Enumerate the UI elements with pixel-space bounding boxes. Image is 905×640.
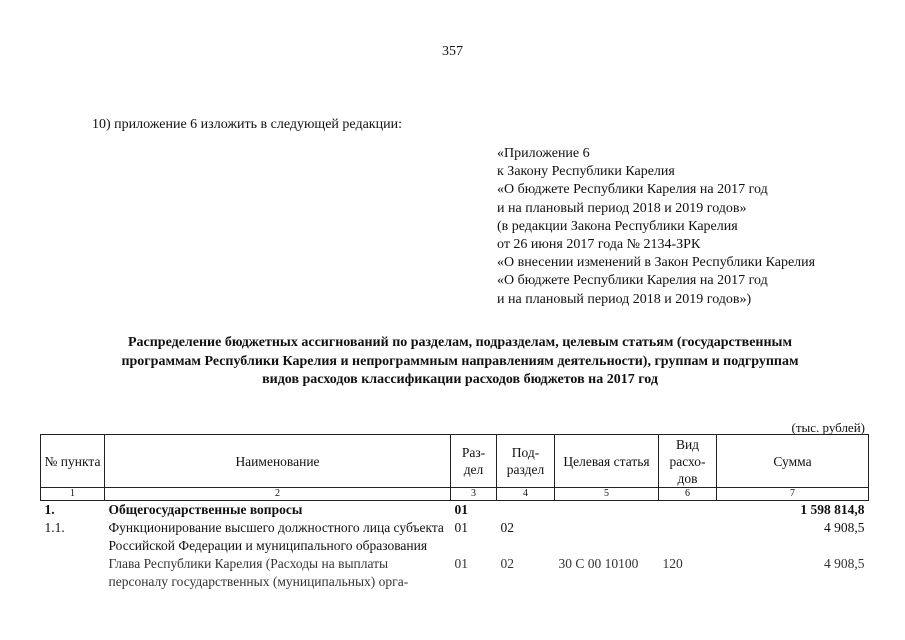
table-row [41, 555, 869, 591]
header-target: Целевая статья [555, 435, 659, 488]
instruction-text: 10) приложение 6 изложить в следующей редакции: [92, 117, 402, 132]
header-num: № пункта [41, 435, 105, 488]
row-kind [659, 519, 717, 555]
header-subsection: Под-раздел [497, 435, 555, 488]
row-amount: 4 908,5 [824, 556, 865, 571]
row-kind: 120 [662, 556, 683, 571]
table-header-row [41, 435, 869, 488]
annex-line: «Приложение 6 [497, 146, 590, 161]
row-subsection: 02 [500, 520, 514, 535]
annex-line: «О внесении изменений в Закон Республики Карелия [497, 255, 816, 271]
budget-table [40, 434, 869, 591]
title-line: видов расходов классификации расходов бюджетов на 2017 год [262, 372, 658, 387]
row-name: Глава Республики Карелия (Расходы на выплаты персоналу государственных (муниципальных) орга- [108, 556, 409, 589]
row-amount: 4 908,5 [824, 520, 865, 535]
column-number: 2 [105, 488, 451, 501]
row-section: 01 [454, 556, 468, 571]
row-name: Общегосударственные вопросы [108, 502, 303, 517]
annex-reference [497, 145, 815, 309]
header-name: Наименование [105, 435, 451, 488]
page-number: 357 [442, 44, 463, 59]
column-number: 7 [717, 488, 869, 501]
annex-line: «О бюджете Республики Карелия на 2017 год [497, 273, 768, 289]
row-section: 01 [454, 520, 468, 535]
document-title [60, 334, 860, 390]
annex-line: от 26 июня 2017 года № 2134-ЗРК [497, 237, 701, 253]
annex-line: и на плановый период 2018 и 2019 годов») [497, 291, 752, 307]
row-num: 1.1. [44, 520, 65, 535]
row-target [555, 519, 659, 555]
annex-line: и на плановый период 2018 и 2019 годов» [497, 200, 747, 216]
annex-line: к Закону Республики Карелия [497, 164, 675, 180]
row-subsection: 02 [500, 556, 514, 571]
row-num: 1. [44, 502, 55, 517]
row-kind [659, 501, 717, 520]
column-number-row [41, 488, 869, 501]
row-target: 30 С 00 10100 [558, 556, 639, 571]
column-number: 6 [659, 488, 717, 501]
table-row [41, 501, 869, 520]
column-number: 4 [497, 488, 555, 501]
annex-line: (в редакции Закона Республики Карелия [497, 218, 738, 234]
header-amount: Сумма [717, 435, 869, 488]
row-name: Функционирование высшего должностного лица субъекта Российской Федерации и муниципального образования [108, 520, 444, 553]
row-num [41, 555, 105, 591]
header-section: Раз-дел [451, 435, 497, 488]
title-line: программам Республики Карелия и непрограммным направлениям деятельности), группам и подгруппам [121, 353, 799, 369]
row-section: 01 [454, 502, 468, 517]
column-number: 3 [451, 488, 497, 501]
column-number: 1 [41, 488, 105, 501]
units-label: (тыс. рублей) [791, 420, 865, 435]
column-number: 5 [555, 488, 659, 501]
row-subsection [497, 501, 555, 520]
annex-line: «О бюджете Республики Карелия на 2017 год [497, 182, 768, 198]
header-kind: Вид расхо-дов [659, 435, 717, 488]
row-amount: 1 598 814,8 [800, 502, 865, 517]
row-target [555, 501, 659, 520]
table-row [41, 519, 869, 555]
title-line: Распределение бюджетных ассигнований по разделам, подразделам, целевым статьям (государственным [127, 335, 793, 350]
